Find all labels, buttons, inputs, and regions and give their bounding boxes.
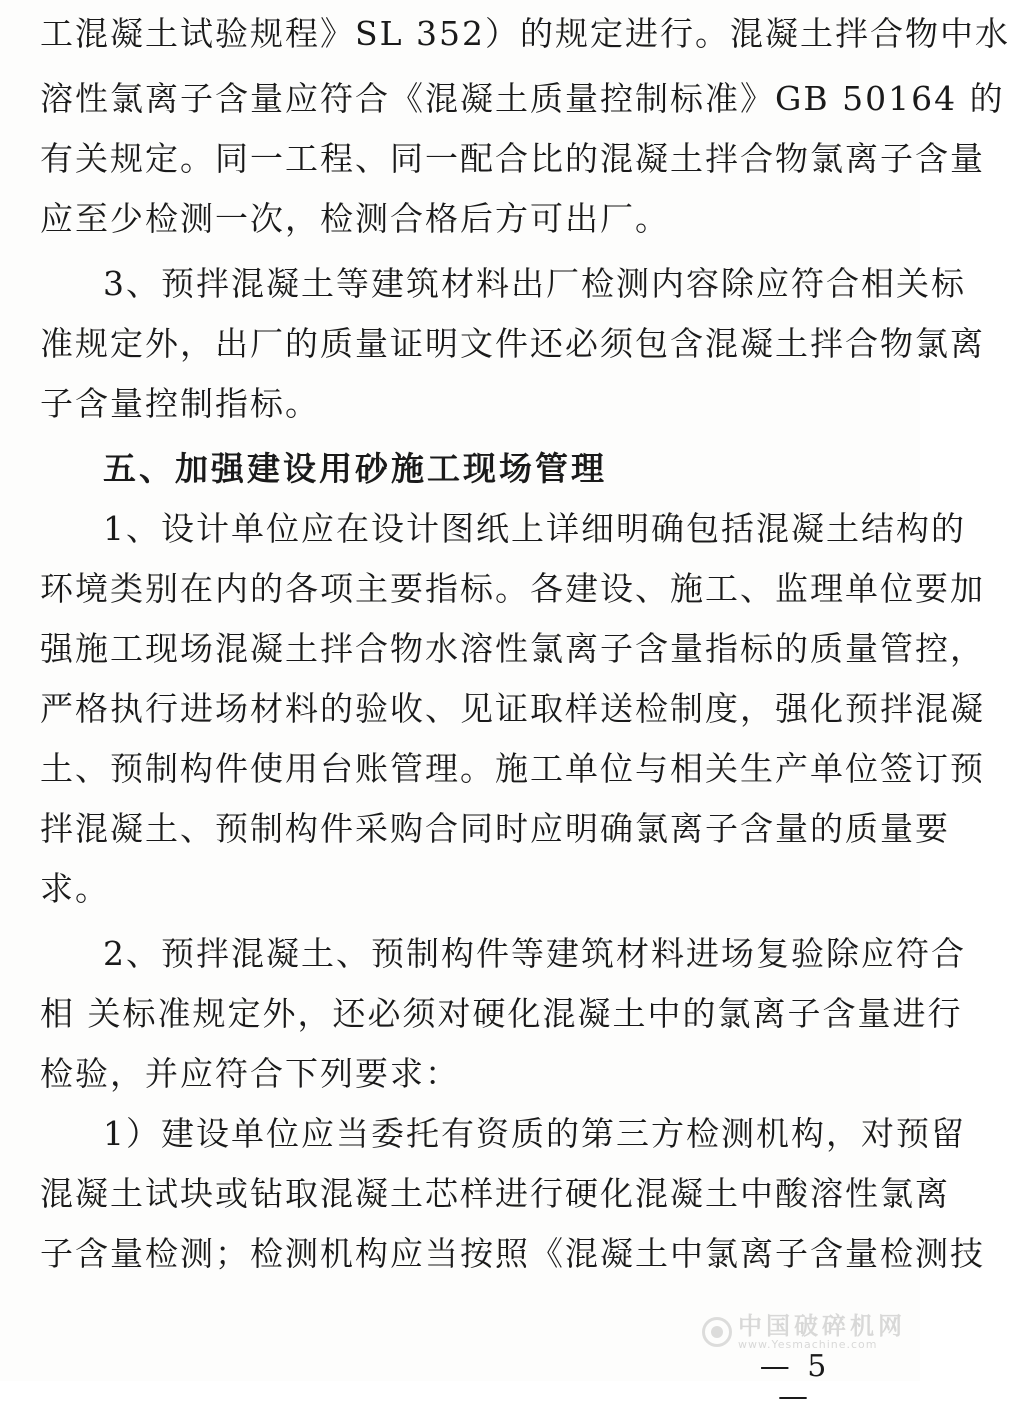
text-line-4: 应至少检测一次，检测合格后方可出厂。: [40, 199, 670, 238]
text-line-21: 子含量检测；检测机构应当按照《混凝土中氯离子含量检测技: [40, 1234, 985, 1273]
text-line-3: 有关规定。同一工程、同一配合比的混凝土拌合物氯离子含量: [40, 139, 985, 178]
text-line-18: 检验，并应符合下列要求：: [40, 1054, 460, 1093]
text-line-5: 3、预拌混凝土等建筑材料出厂检测内容除应符合相关标: [103, 264, 966, 303]
text-line-6: 准规定外，出厂的质量证明文件还必须包含混凝土拌合物氯离: [40, 324, 985, 363]
page-number: — 5 —: [759, 1349, 831, 1414]
watermark: [666, 1314, 906, 1350]
text-line-12: 严格执行进场材料的验收、见证取样送检制度，强化预拌混凝: [40, 689, 985, 728]
text-line-20: 混凝土试块或钻取混凝土芯样进行硬化混凝土中酸溶性氯离: [40, 1174, 950, 1213]
text-line-10: 环境类别在内的各项主要指标。各建设、施工、监理单位要加: [40, 569, 985, 608]
text-line-1: 工混凝土试验规程》SL 352）的规定进行。混凝土拌合物中水: [40, 14, 1010, 53]
text-line-7: 子含量控制指标。: [40, 384, 320, 423]
watermark-text: [738, 1313, 906, 1351]
text-line-9: 1、设计单位应在设计图纸上详细明确包括混凝土结构的: [103, 509, 966, 548]
text-line-2: 溶性氯离子含量应符合《混凝土质量控制标准》GB 50164 的: [40, 79, 1005, 118]
text-line-14: 拌混凝土、预制构件采购合同时应明确氯离子含量的质量要: [40, 809, 950, 848]
text-line-17: 相 关标准规定外，还必须对硬化混凝土中的氯离子含量进行: [40, 994, 963, 1033]
text-line-11: 强施工现场混凝土拌合物水溶性氯离子含量指标的质量管控，: [40, 629, 985, 668]
text-line-19: 1）建设单位应当委托有资质的第三方检测机构，对预留: [103, 1114, 966, 1153]
section-heading: 五、加强建设用砂施工现场管理: [103, 449, 607, 488]
watermark-name: 中国破碎机网: [738, 1312, 906, 1340]
watermark-url: www.Yesmachine.com: [738, 1338, 878, 1351]
text-line-16: 2、预拌混凝土、预制构件等建筑材料进场复验除应符合: [103, 934, 966, 973]
text-line-15: 求。: [40, 869, 110, 908]
text-line-13: 土、预制构件使用台账管理。施工单位与相关生产单位签订预: [40, 749, 985, 788]
watermark-logo-icon: [702, 1317, 732, 1347]
